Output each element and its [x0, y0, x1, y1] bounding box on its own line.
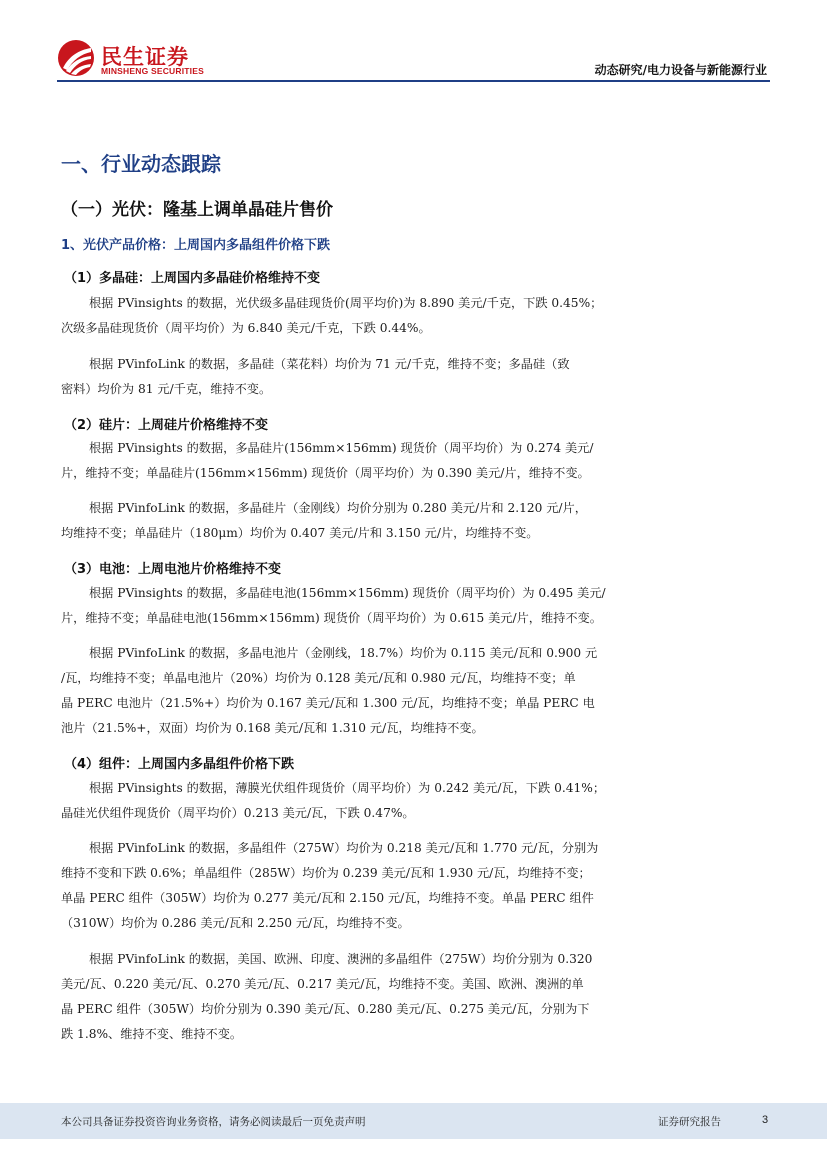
paragraph-line: 片，维持不变；单晶硅片(156mm×156mm) 现货价（周平均价）为 0.390 美元/片，维持不变。	[61, 466, 590, 480]
paragraph-line: 次级多晶硅现货价（周平均价）为 6.840 美元/千克，下跌 0.44%。	[61, 321, 431, 335]
paragraph-line: 根据 PVinfoLink 的数据，多晶组件（275W）均价为 0.218 美元/瓦和 1.770 元/瓦，分别为	[89, 841, 599, 855]
paragraph-line: 密料）均价为 81 元/千克，维持不变。	[61, 382, 272, 396]
paragraph-line: 维持不变和下跌 0.6%；单晶组件（285W）均价为 0.239 美元/瓦和 1.930 元/瓦，均维持不变；	[61, 866, 591, 880]
paragraph-line: 根据 PVinfoLink 的数据，美国、欧洲、印度、澳洲的多晶组件（275W）均价分别为 0.320	[89, 952, 593, 966]
paragraph-line: 根据 PVinsights 的数据，多晶硅片(156mm×156mm) 现货价（周平均价）为 0.274 美元/	[89, 441, 594, 455]
report-category: 动态研究/电力设备与新能源行业	[594, 63, 767, 77]
paragraph-line: 美元/瓦、0.220 美元/瓦、0.270 美元/瓦、0.217 美元/瓦，均维持不变。美国、欧洲、澳洲的单	[61, 977, 584, 991]
topic-heading: 1、光伏产品价格：上周国内多晶组件价格下跌	[61, 238, 331, 253]
paragraph-line: 根据 PVinfoLink 的数据，多晶电池片（金刚线，18.7%）均价为 0.115 美元/瓦和 0.900 元	[89, 646, 598, 660]
paragraph-line: 晶 PERC 电池片（21.5%+）均价为 0.167 美元/瓦和 1.300 元/瓦，均维持不变；单晶 PERC 电	[61, 696, 595, 710]
paragraph-line: 单晶 PERC 组件（305W）均价为 0.277 美元/瓦和 2.150 元/瓦，均维持不变。单晶 PERC 组件	[61, 891, 594, 905]
page-footer	[0, 1103, 827, 1139]
subsection-heading: （一）光伏：隆基上调单晶硅片售价	[61, 200, 333, 220]
paragraph-line: /瓦，均维持不变；单晶电池片（20%）均价为 0.128 美元/瓦和 0.980 元/瓦，均维持不变；单	[61, 671, 576, 685]
paragraph-line: 根据 PVinsights 的数据，光伏级多晶硅现货价(周平均价)为 8.890 美元/千克，下跌 0.45%；	[89, 296, 603, 310]
company-logo	[57, 38, 207, 80]
paragraph-line: 池片（21.5%+，双面）均价为 0.168 美元/瓦和 1.310 元/瓦，均维持不变。	[61, 721, 484, 735]
paragraph-line: （310W）均价为 0.286 美元/瓦和 2.250 元/瓦，均维持不变。	[61, 916, 410, 930]
paragraph-line: 根据 PVinsights 的数据，薄膜光伏组件现货价（周平均价）为 0.242 美元/瓦，下跌 0.41%；	[89, 781, 606, 795]
paragraph-line: 片，维持不变；单晶硅电池(156mm×156mm) 现货价（周平均价）为 0.615 美元/片，维持不变。	[61, 611, 602, 625]
page-header	[0, 0, 827, 85]
section-heading: 一、行业动态跟踪	[61, 152, 221, 176]
footer-disclaimer: 本公司具备证券投资咨询业务资格，请务必阅读最后一页免责声明	[61, 1116, 366, 1128]
module-heading: （4）组件：上周国内多晶组件价格下跌	[64, 757, 295, 772]
paragraph-line: 根据 PVinfoLink 的数据，多晶硅（菜花料）均价为 71 元/千克，维持不变；多晶硅（致	[89, 357, 570, 371]
polysilicon-heading: （1）多晶硅：上周国内多晶硅价格维持不变	[64, 271, 321, 286]
paragraph-line: 根据 PVinsights 的数据，多晶硅电池(156mm×156mm) 现货价（周平均价）为 0.495 美元/	[89, 586, 606, 600]
footer-report-type: 证券研究报告	[658, 1116, 721, 1128]
minsheng-logo-icon	[57, 38, 97, 78]
paragraph-line: 跌 1.8%、维持不变、维持不变。	[61, 1027, 243, 1041]
page-number: 3	[762, 1114, 769, 1126]
paragraph-line: 晶硅光伏组件现货价（周平均价）0.213 美元/瓦，下跌 0.47%。	[61, 806, 415, 820]
paragraph-line: 均维持不变；单晶硅片（180μm）均价为 0.407 美元/片和 3.150 元/片，均维持不变。	[61, 526, 539, 540]
paragraph-line: 根据 PVinfoLink 的数据，多晶硅片（金刚线）均价分别为 0.280 美元/片和 2.120 元/片，	[89, 501, 587, 515]
wafer-heading: （2）硅片：上周硅片价格维持不变	[64, 418, 269, 433]
header-divider	[57, 80, 770, 82]
cell-heading: （3）电池：上周电池片价格维持不变	[64, 562, 282, 577]
paragraph-line: 晶 PERC 组件（305W）均价分别为 0.390 美元/瓦、0.280 美元/瓦、0.275 美元/瓦，分别为下	[61, 1002, 590, 1016]
logo-text-en: MINSHENG SECURITIES	[101, 66, 204, 76]
logo-text-cn: 民生证券	[101, 45, 189, 69]
